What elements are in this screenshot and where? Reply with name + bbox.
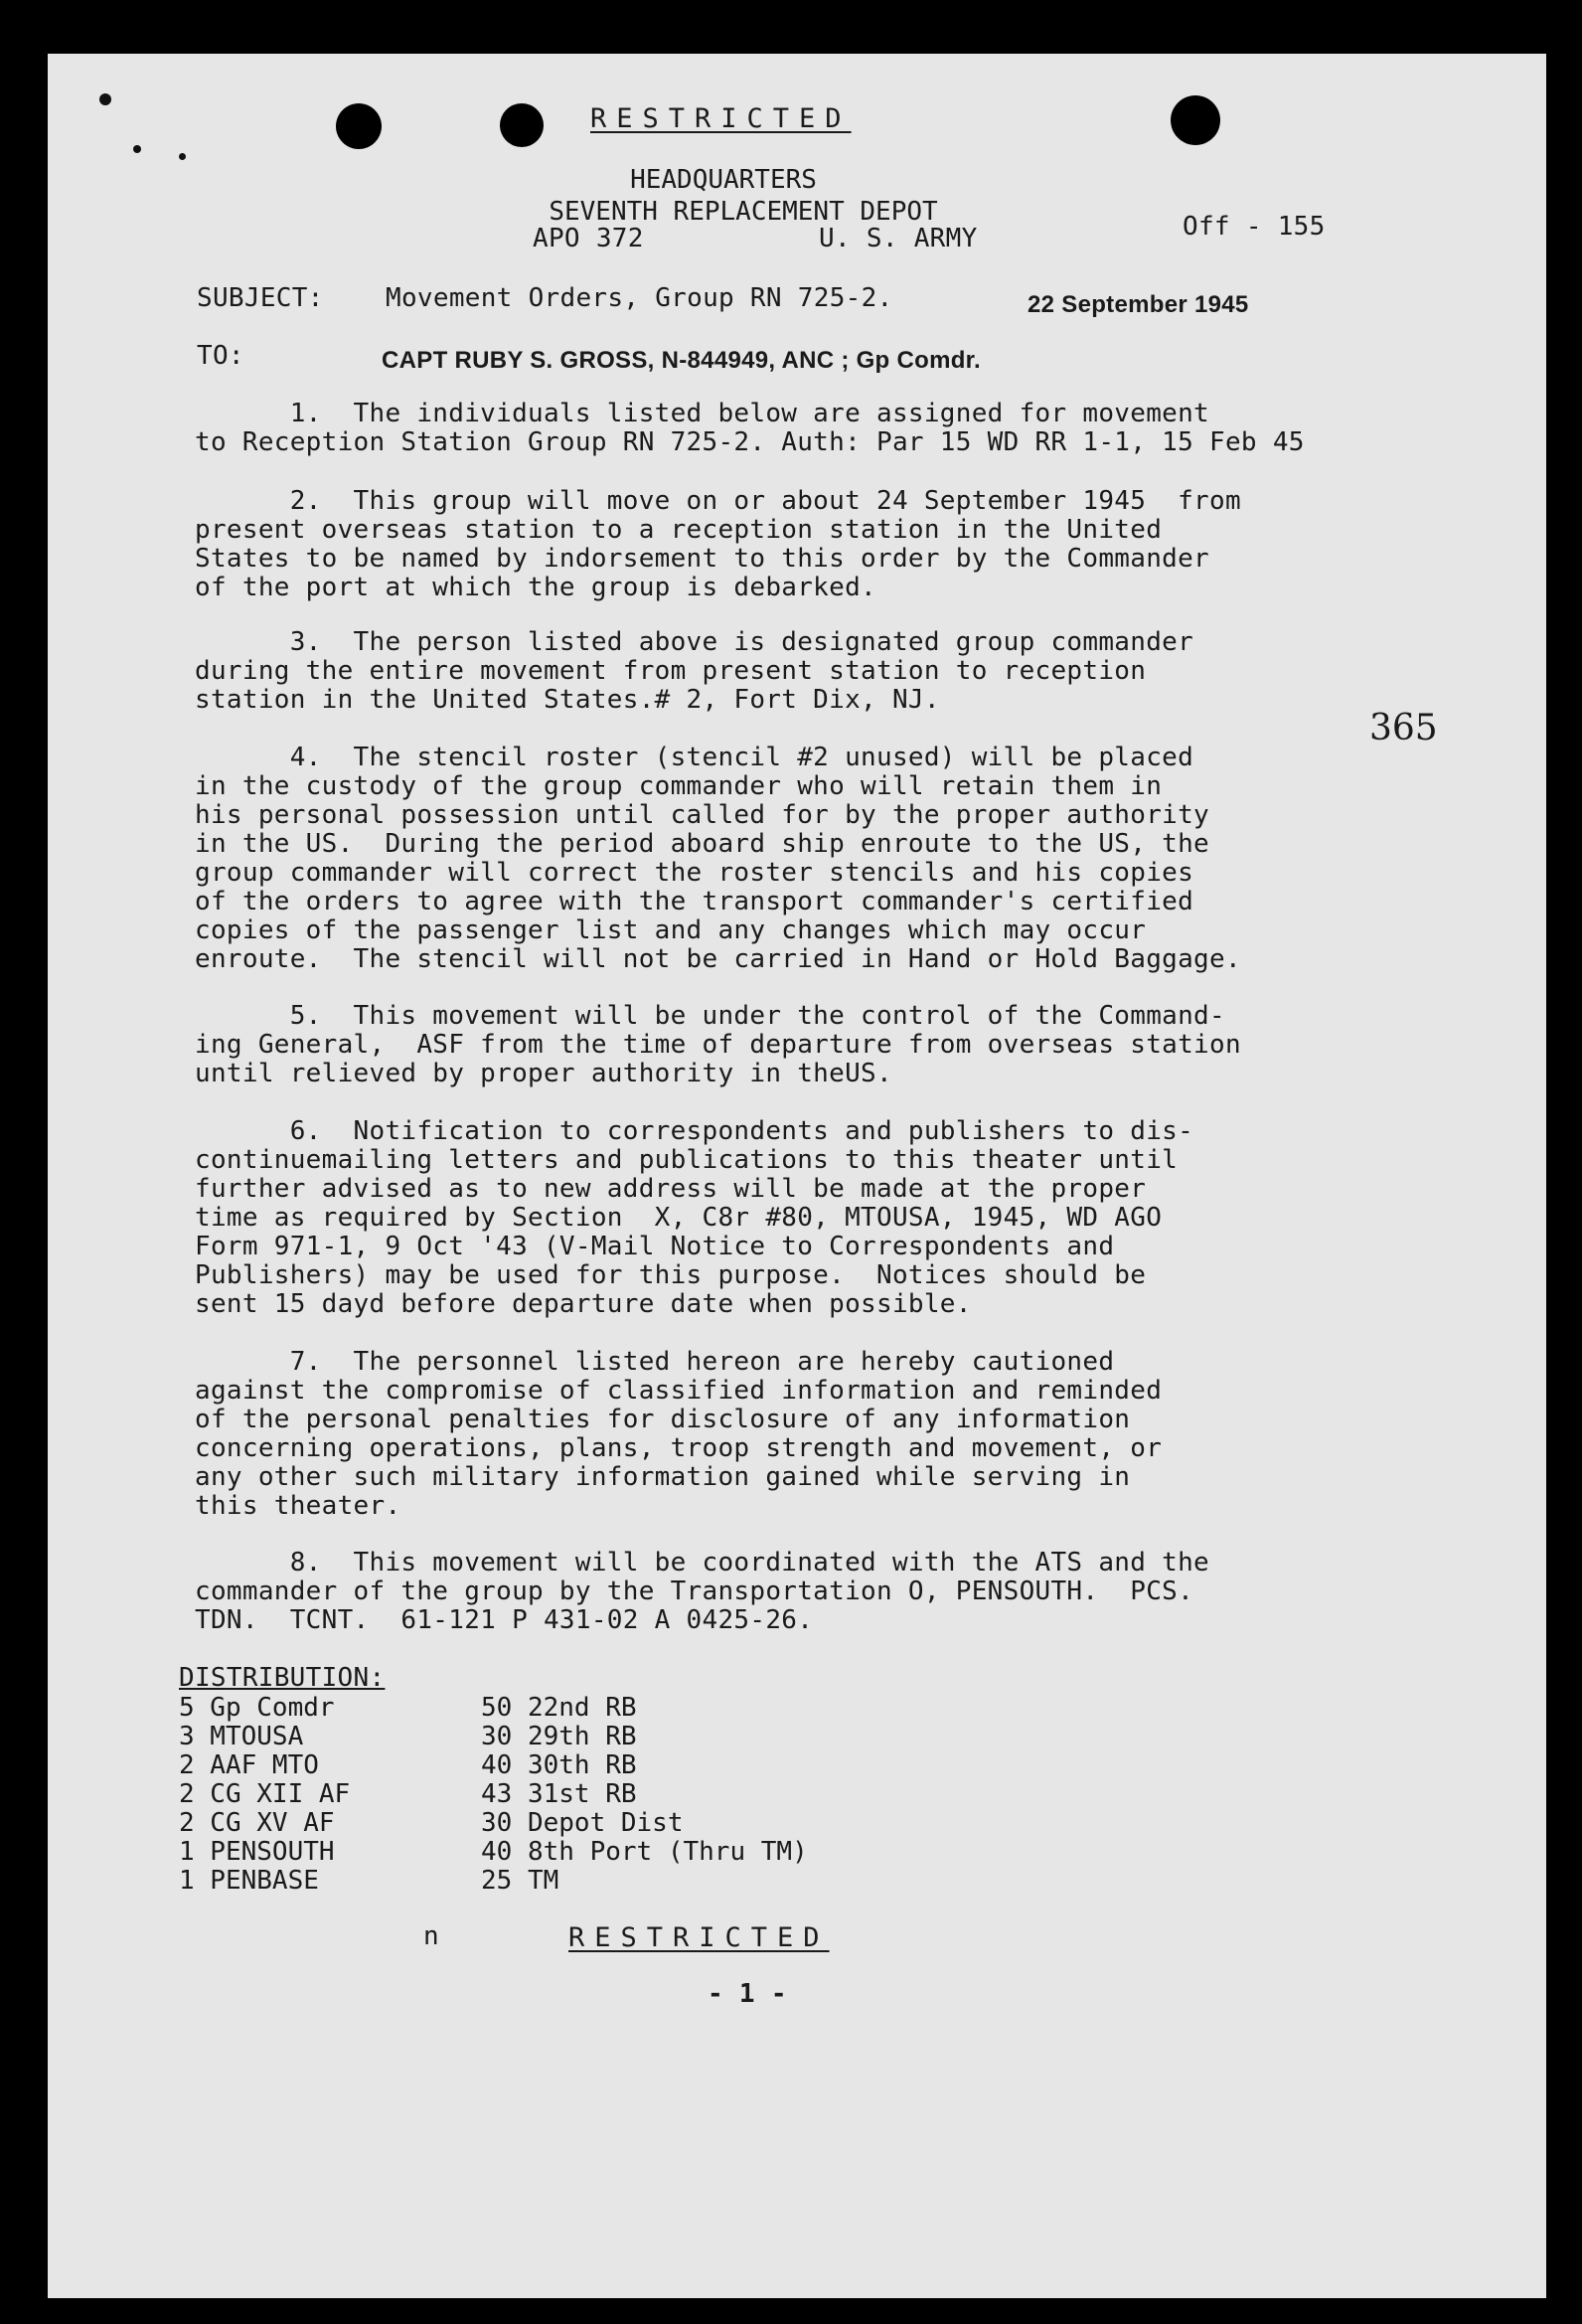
punch-hole [336, 103, 382, 149]
paragraph-line: 1. The individuals listed below are assigned for movement [195, 399, 1210, 428]
paragraph-line: copies of the passenger list and any changes which may occur [195, 915, 1147, 945]
classification-top: RESTRICTED [590, 103, 852, 134]
distribution-item: 5 Gp Comdr [179, 1693, 335, 1723]
paragraph-line: enroute. The stencil will not be carried in Hand or Hold Baggage. [195, 944, 1241, 974]
distribution-item: 1 PENSOUTH [179, 1837, 335, 1867]
paragraph-line: in the custody of the group commander who will retain them in [195, 771, 1163, 801]
subject-text: Movement Orders, Group RN 725-2. [386, 283, 893, 313]
file-reference: Off - 155 [1183, 212, 1326, 242]
distribution-item: 2 AAF MTO [179, 1750, 319, 1780]
distribution-item: 2 CG XII AF [179, 1779, 351, 1809]
document-page [48, 54, 1546, 2298]
ink-speck [99, 93, 111, 105]
paragraph-line: continuemailing letters and publications to this theater until [195, 1145, 1179, 1175]
paragraph-line: 7. The personnel listed hereon are hereby cautioned [195, 1347, 1115, 1377]
ink-speck [133, 145, 141, 153]
paragraph-line: TDN. TCNT. 61-121 P 431-02 A 0425-26. [195, 1605, 814, 1635]
distribution-label: DISTRIBUTION: [179, 1663, 386, 1693]
paragraph-line: this theater. [195, 1491, 401, 1521]
paragraph-line: Publishers) may be used for this purpose. Notices should be [195, 1260, 1147, 1290]
paragraph-line: 8. This movement will be coordinated with the ATS and the [195, 1548, 1210, 1577]
paragraph-line: present overseas station to a reception station in the United [195, 515, 1163, 545]
page-number: - 1 - [708, 1979, 787, 2009]
to-recipient: CAPT RUBY S. GROSS, N-844949, ANC ; Gp Comdr. [382, 347, 981, 374]
paragraph-line: to Reception Station Group RN 725-2. Auth: Par 15 WD RR 1-1, 15 Feb 45 [195, 427, 1305, 457]
paragraph-line: ing General, ASF from the time of departure from overseas station [195, 1030, 1241, 1060]
subject-label: SUBJECT: [197, 283, 324, 313]
distribution-item: 30 29th RB [481, 1722, 637, 1751]
distribution-item: 50 22nd RB [481, 1693, 637, 1723]
paragraph-line: 6. Notification to correspondents and publishers to dis- [195, 1116, 1194, 1146]
distribution-item: 25 TM [481, 1866, 559, 1896]
margin-note: 365 [1369, 708, 1438, 748]
paragraph-line: during the entire movement from present station to reception [195, 656, 1147, 686]
apo-number: APO 372 [533, 224, 644, 253]
paragraph-line: of the personal penalties for disclosure of any information [195, 1405, 1131, 1434]
to-label: TO: [197, 341, 244, 371]
org-headquarters: HEADQUARTERS [630, 165, 817, 195]
order-date: 22 September 1945 [1028, 291, 1249, 318]
paragraph-line: of the port at which the group is debarked. [195, 573, 876, 602]
footer-mark: n [423, 1921, 439, 1951]
punch-hole [500, 103, 544, 147]
paragraph-line: group commander will correct the roster stencils and his copies [195, 858, 1194, 888]
paragraph-line: in the US. During the period aboard ship enroute to the US, the [195, 829, 1210, 859]
paragraph-line: Form 971-1, 9 Oct '43 (V-Mail Notice to Correspondents and [195, 1232, 1115, 1261]
army-label: U. S. ARMY [819, 224, 978, 253]
paragraph-line: his personal possession until called for by the proper authority [195, 800, 1210, 830]
distribution-item: 3 MTOUSA [179, 1722, 304, 1751]
paragraph-line: concerning operations, plans, troop strength and movement, or [195, 1433, 1163, 1463]
paragraph-line: of the orders to agree with the transport commander's certified [195, 887, 1194, 916]
punch-hole [1171, 95, 1220, 145]
paragraph-line: 5. This movement will be under the control of the Command- [195, 1001, 1225, 1031]
distribution-item: 40 30th RB [481, 1750, 637, 1780]
paragraph-line: 3. The person listed above is designated group commander [195, 627, 1194, 657]
paragraph-line: 4. The stencil roster (stencil #2 unused) will be placed [195, 743, 1194, 772]
paragraph-line: time as required by Section X, C8r #80, MTOUSA, 1945, WD AGO [195, 1203, 1163, 1233]
org-depot: SEVENTH REPLACEMENT DEPOT [549, 197, 938, 227]
paragraph-line: commander of the group by the Transportation O, PENSOUTH. PCS. [195, 1577, 1194, 1606]
distribution-item: 1 PENBASE [179, 1866, 319, 1896]
distribution-item: 30 Depot Dist [481, 1808, 684, 1838]
paragraph-line: States to be named by indorsement to this order by the Commander [195, 544, 1210, 574]
paragraph-line: 2. This group will move on or about 24 September 1945 from [195, 486, 1241, 516]
distribution-item: 2 CG XV AF [179, 1808, 335, 1838]
ink-speck [179, 153, 186, 160]
paragraph-line: until relieved by proper authority in theUS. [195, 1059, 892, 1088]
distribution-item: 43 31st RB [481, 1779, 637, 1809]
distribution-item: 40 8th Port (Thru TM) [481, 1837, 808, 1867]
paragraph-line: further advised as to new address will be made at the proper [195, 1174, 1147, 1204]
paragraph-line: sent 15 dayd before departure date when possible. [195, 1289, 972, 1319]
paragraph-line: against the compromise of classified information and reminded [195, 1376, 1163, 1406]
paragraph-line: station in the United States.# 2, Fort Dix, NJ. [195, 685, 940, 715]
classification-bottom: RESTRICTED [568, 1922, 830, 1953]
paragraph-line: any other such military information gained while serving in [195, 1462, 1131, 1492]
